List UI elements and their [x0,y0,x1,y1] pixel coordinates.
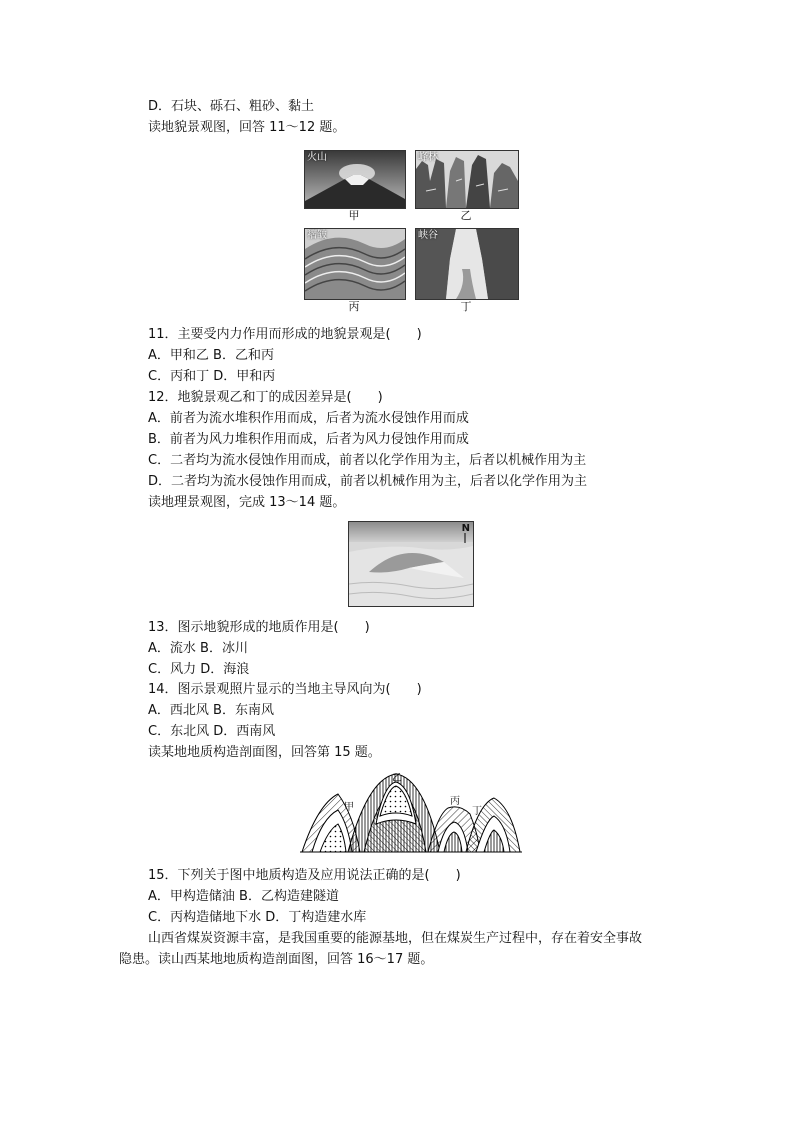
section-label-bing: 丙 [450,796,460,807]
q11-options-cd: C．丙和丁 D．甲和丙 [148,369,276,384]
peak-forest-photo [415,150,519,209]
gorge-photo [415,228,519,300]
q15-options-cd: C．丙构造储地下水 D．丁构造建水库 [148,910,367,925]
volcano-photo [304,150,406,209]
q13-stem: 13．图示地貌形成的地质作用是( ) [148,620,370,635]
fold-photo [304,228,406,300]
photo-tag-volcano: 火山 [307,152,327,163]
q12-option-c: C．二者均为流水侵蚀作用而成，前者以化学作用为主，后者以机械作用为主 [148,453,587,468]
photo-caption-jia: 甲 [348,209,360,222]
section-label-ding: 丁 [472,806,482,817]
q12-stem: 12．地貌景观乙和丁的成因差异是( ) [148,390,383,405]
intro-15: 读某地地质构造剖面图，回答第 15 题。 [148,745,381,760]
photo-caption-bing: 丙 [348,300,360,313]
intro-13-14: 读地理景观图，完成 13～14 题。 [148,495,346,510]
q14-options-cd: C．东北风 D．西南风 [148,724,276,739]
q15-stem: 15．下列关于图中地质构造及应用说法正确的是( ) [148,868,461,883]
sand-dune-photo [348,521,474,607]
q10-option-d: D．石块、砾石、粗砂、黏土 [148,99,315,114]
q14-options-ab: A．西北风 B．东南风 [148,703,274,718]
north-label: N [461,523,470,534]
q13-options-cd: C．风力 D．海浪 [148,662,250,677]
q12-option-d: D．二者均为流水侵蚀作用而成，前者以机械作用为主，后者以化学作用为主 [148,474,588,489]
q11-options-ab: A．甲和乙 B．乙和丙 [148,348,274,363]
photo-caption-ding: 丁 [460,300,472,313]
q15-options-ab: A．甲构造储油 B．乙构造建隧道 [148,889,339,904]
intro-16-17-line1: 山西省煤炭资源丰富，是我国重要的能源基地，但在煤炭生产过程中，存在着安全事故 [148,931,643,946]
q14-stem: 14．图示景观照片显示的当地主导风向为( ) [148,682,422,697]
q12-option-b: B．前者为风力堆积作用而成，后者为风力侵蚀作用而成 [148,432,469,447]
q11-stem: 11．主要受内力作用而形成的地貌景观是( ) [148,327,422,342]
photo-caption-yi: 乙 [460,209,472,222]
section-label-yi: 乙 [392,773,402,784]
geologic-section-diagram [298,764,524,856]
q13-options-ab: A．流水 B．冰川 [148,641,248,656]
photo-tag-fold: 褶皱 [307,230,327,241]
intro-11-12: 读地貌景观图，回答 11～12 题。 [148,120,346,135]
intro-16-17-line2: 隐患。读山西某地地质构造剖面图，回答 16～17 题。 [119,952,434,967]
north-arrow-icon [462,533,468,543]
section-label-jia: 甲 [344,802,354,813]
photo-tag-peak-forest: 峰林 [418,152,438,163]
q12-option-a: A．前者为流水堆积作用而成，后者为流水侵蚀作用而成 [148,411,469,426]
photo-tag-gorge: 峡谷 [418,230,438,241]
